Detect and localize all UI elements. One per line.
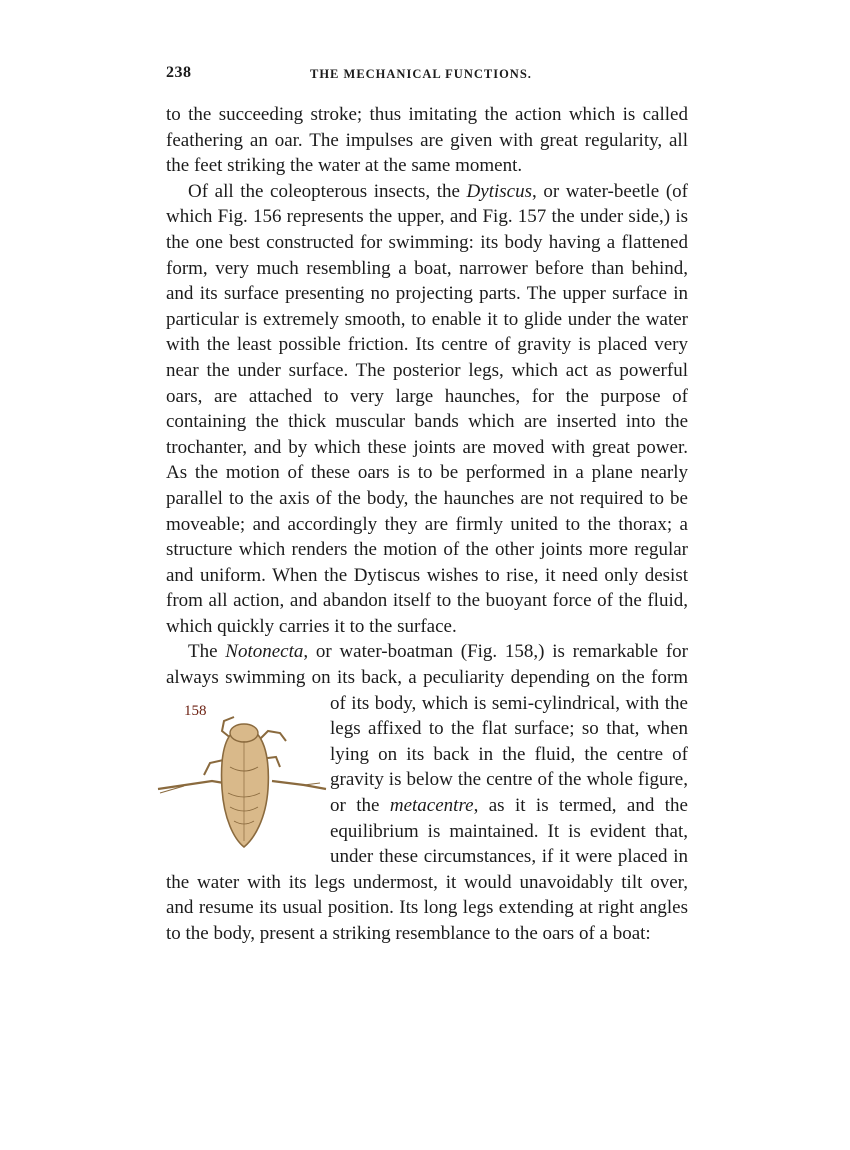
paragraph-3-text-b: , or water-boatman (Fig. 158,) is remarkable for always swimming on its back, a peculiarity depend	[166, 641, 688, 689]
paragraph-2-text-a: Of all the coleopterous insects, the	[188, 180, 467, 202]
paragraph-3-text-b-continued: ing on the form of its body, which is semi-cylindrical, with the legs affixed to the flat surface; so that, when lying on its back in the fluid, the centre of gravity is below the centre of the whole figure, or the	[330, 667, 688, 817]
page-number: 238	[166, 64, 192, 81]
paragraph-2-text-b: , or water-beetle (of which Fig. 156 represents the upper, and Fig. 157 the under side,) is the one best constructed for swimming: its body having a flattened form, very much resembling a boat, narrower before than behind, and its surface presenting no projecting parts. The upper surface in particular is extremely smooth, to enable it to glide under the water with the least possible friction. Its centre of gravity is placed very near the under surface. The posterior legs, which act as powerful oars, are attached to very large haunches, for the purpose of containing the thick muscular bands which are inserted into the trochanter, and by which these joints are moved with great power. As the motion of these oars is to be performed in a plane nearly parallel to the axis of the body, the haunches are not required to be moveable; and accordingly they are firmly united to the thorax; a structure which renders the motion of the other joints more regular and uniform. When the Dytiscus wishes to rise, it need only desist from all action, and abandon itself to the buoyant force of the fluid, which quickly carries it to the surface.	[166, 180, 688, 637]
running-head: THE MECHANICAL FUNCTIONS.	[310, 67, 532, 81]
paragraph-3	[166, 639, 688, 946]
dytiscus-term: Dytiscus	[466, 180, 532, 202]
paragraph-2	[166, 179, 688, 640]
paragraph-1-text: to the succeeding stroke; thus imitating the action which is called feathering an oar. The impulses are given with great regularity, all the feet striking the water at the same moment.	[166, 104, 688, 177]
notonecta-term: Notonecta	[225, 641, 304, 663]
paragraph-1	[166, 102, 688, 179]
paragraph-3-text-a: The	[188, 641, 226, 663]
figure-label: 158	[184, 702, 207, 719]
page-header	[166, 64, 686, 88]
paragraph-3-text-c: , as it is termed, and the equilibrium is maintained. It is evident that, under these circumstances, if it were placed in the water with its legs undermost, it would unavoidably tilt over, and resume its usual position. Its long legs extending at right angles to the body, present a striking resemblance to the oars of a boat:	[166, 795, 688, 944]
water-boatman-icon	[154, 697, 330, 857]
figure-158	[154, 697, 320, 857]
metacentre-term: metacentre	[389, 795, 474, 817]
body-text	[166, 102, 688, 947]
